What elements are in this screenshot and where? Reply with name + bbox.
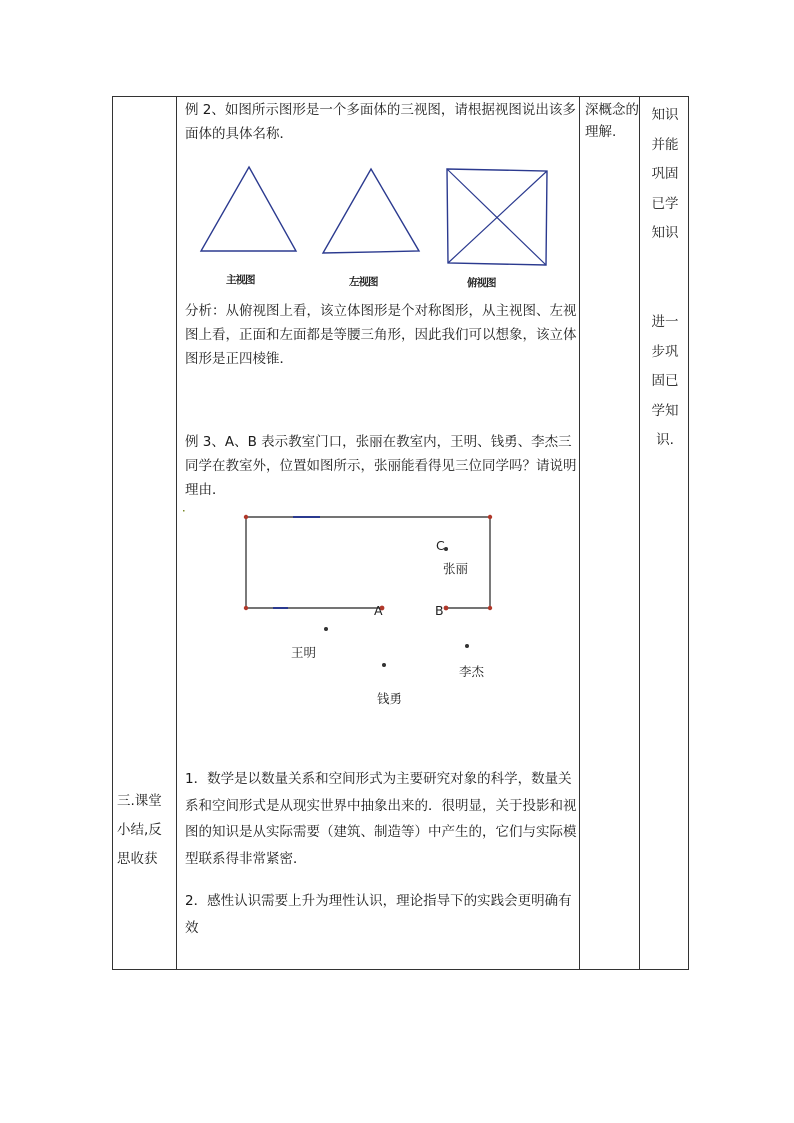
top-view-caption: 俯视图 — [467, 277, 496, 289]
label-c: C — [436, 538, 445, 553]
side-view-triangle — [323, 169, 419, 253]
label-zhangli: 张丽 — [443, 561, 469, 576]
label-b: B — [435, 603, 444, 618]
section-label: 三.课堂小结,反思收获 — [117, 793, 162, 867]
column-divider — [639, 97, 640, 969]
col4-note-1: 知识并能巩固已学知识 — [651, 107, 679, 241]
point-wangming — [324, 627, 328, 631]
example-2-text: 例 2、如图所示图形是一个多面体的三视图，请根据视图说出该多面体的具体名称． — [185, 102, 576, 142]
summary-point-1: 1．数学是以数量关系和空间形式为主要研究对象的科学，数量关系和空间形式是从现实世界中抽象出来的．很明显，关于投影和视图的知识是从实际需要（建筑、制造等）中产生的，它们与实际模型联系得非常紧密． — [185, 771, 577, 867]
lesson-table — [112, 96, 689, 970]
example-2-analysis: 分析：从俯视图上看，该立体图形是个对称图形，从主视图、左视图上看，正面和左面都是等腰三角形，因此我们可以想象，该立体图形是正四棱锥． — [185, 303, 577, 367]
example-3-text: 例 3、A、B 表示教室门口，张丽在教室内，王明、钱勇、李杰三同学在教室外，位置如图所示，张丽能看得见三位同学吗？请说明理由． — [185, 434, 577, 498]
label-a: A — [374, 603, 383, 618]
point-lijie — [465, 644, 469, 648]
summary-point-2: 2．感性认识需要上升为理性认识，理论指导下的实践会更明确有效 — [185, 893, 572, 936]
front-view-triangle — [201, 167, 296, 251]
point-b — [444, 606, 449, 611]
front-view-caption: 主视图 — [226, 274, 255, 286]
col4-note-2: 进一步巩固已学知识. — [651, 314, 679, 448]
side-view-caption: 左视图 — [349, 276, 378, 288]
label-lijie: 李杰 — [459, 664, 485, 679]
classroom-figure — [173, 502, 503, 702]
label-qianyong: 钱勇 — [377, 691, 403, 706]
label-wangming: 王明 — [291, 645, 317, 660]
column-divider — [579, 97, 580, 969]
point-qianyong — [382, 663, 386, 667]
col3-note: 深概念的理解. — [585, 102, 639, 140]
